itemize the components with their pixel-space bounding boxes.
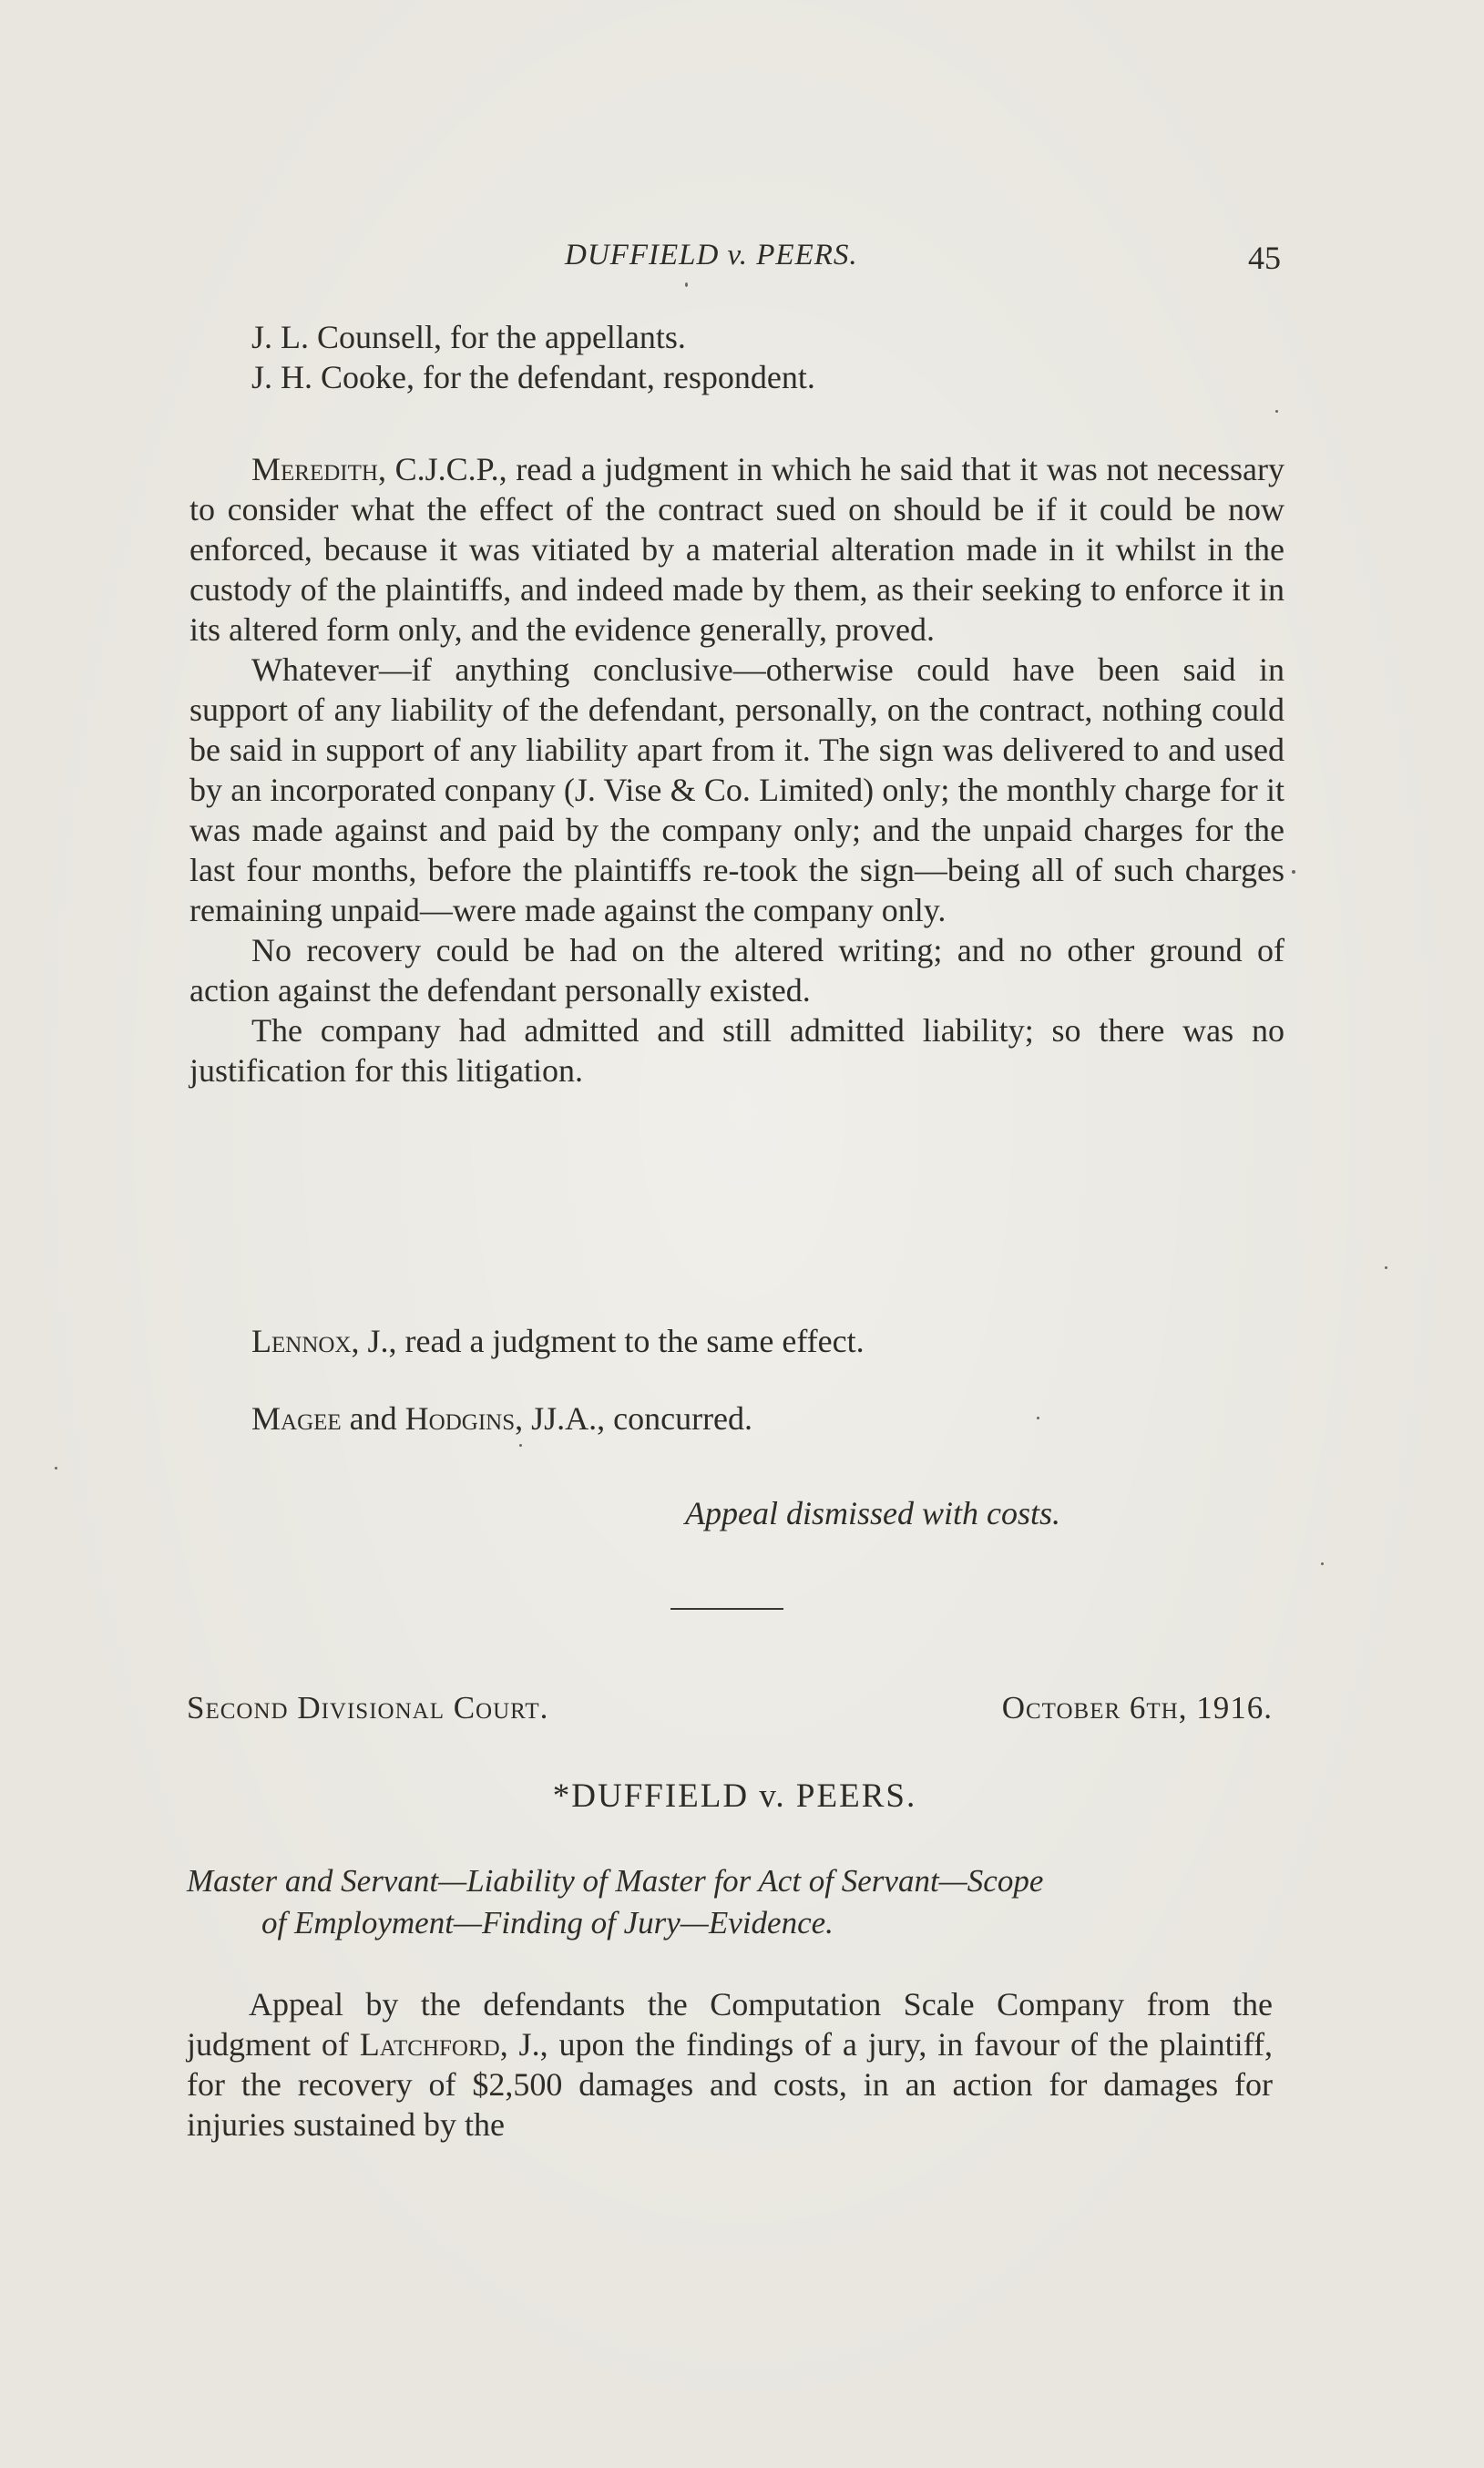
paper-speck <box>1292 870 1295 874</box>
running-head <box>0 239 1484 284</box>
case-title-text: *DUFFIELD v. PEERS. <box>552 1777 917 1815</box>
case-title <box>0 1777 1484 1816</box>
disposition: Appeal dismissed with costs. <box>685 1495 1060 1531</box>
paper-speck <box>519 1444 522 1447</box>
magee-hodgins-text: , JJ.A., concurred. <box>515 1400 753 1437</box>
counsel-appellants: J. L. Counsell, for the appellants. <box>251 319 686 355</box>
paper-speck <box>1037 1417 1039 1419</box>
headnote-line-1: Master and Servant—Liability of Master for Act of Servant—Scope <box>187 1863 1044 1899</box>
court-name: Second Divisional Court. <box>187 1690 549 1726</box>
paper-speck <box>685 282 688 287</box>
paper-speck <box>1275 410 1278 413</box>
page-number: 45 <box>1248 240 1281 276</box>
case-intro-rest: , J., upon the findings of a jury, in favour of the plaintiff, for the recovery of $2,500 damages and costs, in an action for damages for injuries sustained by the <box>187 2026 1273 2143</box>
case-date: October 6th, 1916. <box>1001 1690 1273 1726</box>
and-text: and <box>341 1400 405 1437</box>
judgment-paragraph-4: The company had admitted and still admitted liability; so there was no justification for this litigation. <box>189 1012 1284 1089</box>
judge-name-hodgins: Hodgins <box>404 1400 516 1437</box>
counsel-respondent: J. H. Cooke, for the defendant, respondent. <box>251 359 815 395</box>
judgment-paragraph-1 <box>189 449 1284 650</box>
judgment-paragraph-1-text: , C.J.C.P., read a judgment in which he said that it was not necessary to consider what the effect of the contract sued on should be if it could be now enforced, because it was vitiated by a material alteration made in it whilst in the custody of the plaintiffs, and indeed made by them, as their seeking to enforce it in its altered form only, and the evidence generally, proved. <box>189 451 1284 648</box>
paper-speck <box>1321 1562 1324 1565</box>
judge-name-latchford: Latchford <box>359 2026 500 2063</box>
headnote <box>187 1860 1280 1944</box>
concurrence-magee-hodgins <box>189 1398 1284 1439</box>
judge-name-magee: Magee <box>251 1400 342 1437</box>
judgment-paragraph-2: Whatever—if anything conclusive—otherwise could have been said in support of any liability of the defendant, personally, on the contract, nothing could be said in support of any liability apart from it. The sign was delivered to and used by an incorporated conpany (J. Vise & Co. Limited) only; the monthly charge for it was made against and paid by the company only; and the unpaid charges for the last four months, before the plaintiffs re-took the sign—being all of such charges remaining unpaid—were made against the company only. <box>189 651 1284 928</box>
case-intro-start: Appeal by the defendants the Computation Scale Company from the judgment of <box>187 1986 1273 2063</box>
headnote-line-2: of Employment—Finding of Jury—Evidence. <box>261 1905 834 1941</box>
judge-name-lennox: Lennox <box>251 1323 352 1359</box>
judgment-text <box>189 449 1284 1091</box>
paper-speck <box>55 1467 57 1470</box>
running-head-title: DUFFIELD v. PEERS. <box>565 239 858 271</box>
paper-speck <box>1385 1266 1387 1269</box>
judge-name-meredith: Meredith <box>251 451 378 487</box>
lennox-text: , J., read a judgment to the same effect. <box>351 1323 865 1359</box>
judgment-paragraph-3: No recovery could be had on the altered writing; and no other ground of action against the defendant personally existed. <box>189 932 1284 1009</box>
section-divider <box>670 1608 783 1610</box>
concurrence-lennox <box>189 1321 1284 1361</box>
case-intro <box>187 1984 1273 2145</box>
